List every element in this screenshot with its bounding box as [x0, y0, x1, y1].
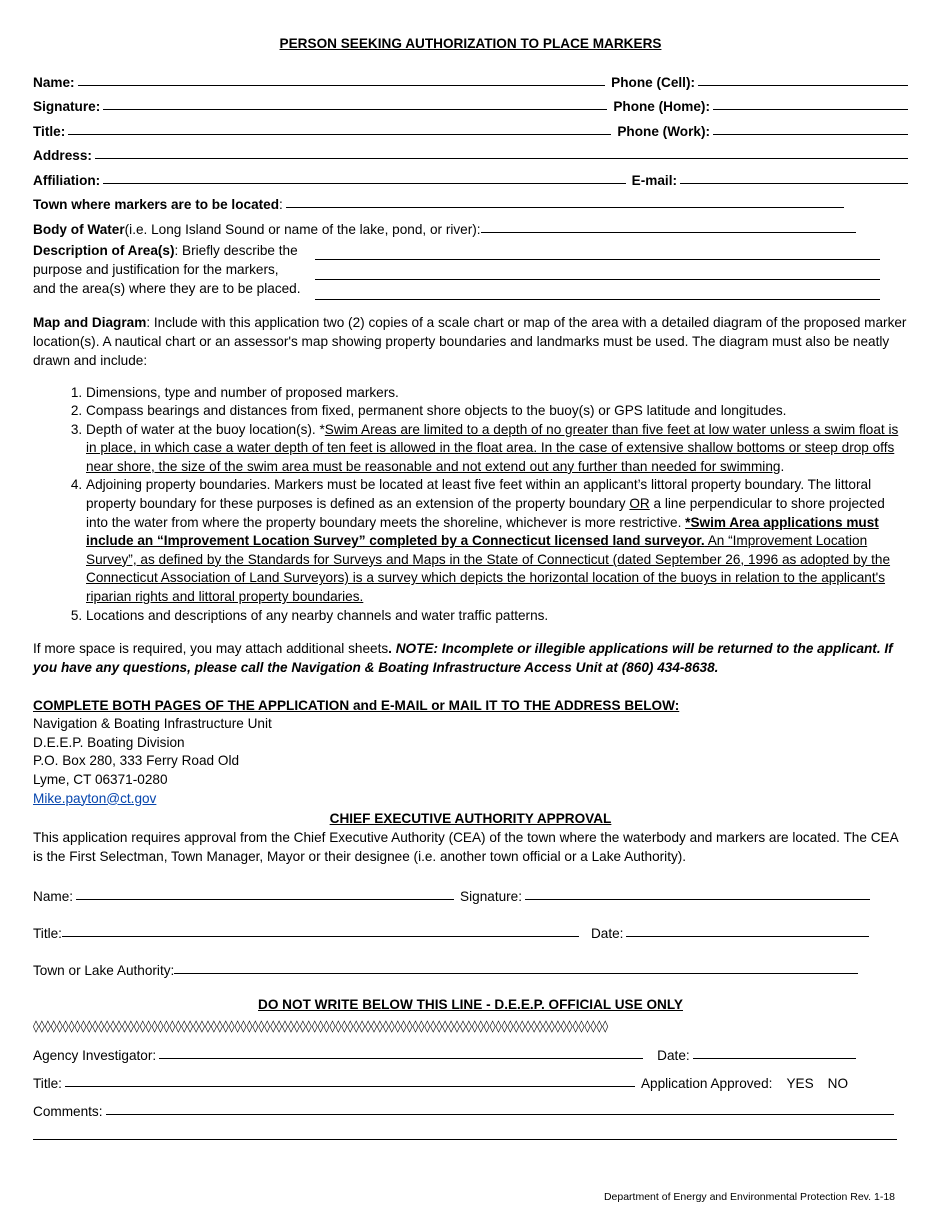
- phone-cell-label: Phone (Cell):: [611, 74, 695, 90]
- list-item-text: Adjoining property boundaries. Markers must be located at least five feet within an applicant’s littoral property boundary. The littoral property boundary for these purposes is defined as an extension of the property boundary: [86, 477, 872, 512]
- list-item: [86, 421, 908, 477]
- phone-cell-input[interactable]: [698, 84, 908, 86]
- cea-town-input[interactable]: [174, 972, 858, 974]
- phone-work-input[interactable]: [713, 133, 908, 135]
- description-lines: [315, 241, 908, 301]
- official-use-heading: DO NOT WRITE BELOW THIS LINE - D.E.E.P. OFFICIAL USE ONLY: [258, 997, 683, 1013]
- official-date-label: Date:: [657, 1048, 690, 1064]
- list-item: [86, 384, 908, 403]
- description-text-2: purpose and justification for the markers,: [33, 261, 279, 277]
- comments-input-2[interactable]: [33, 1139, 897, 1140]
- signature-row: [33, 90, 908, 115]
- description-section: [33, 241, 908, 301]
- name-label: Name:: [33, 74, 75, 90]
- address-row: [33, 139, 908, 164]
- address-line: Navigation & Boating Infrastructure Unit: [33, 716, 272, 732]
- list-item-end: .: [780, 458, 785, 474]
- cea-date-input[interactable]: [626, 935, 869, 937]
- address-input[interactable]: [95, 157, 908, 159]
- phone-home-label: Phone (Home):: [613, 99, 710, 114]
- form-title: PERSON SEEKING AUTHORIZATION TO PLACE MARKERS: [279, 36, 662, 51]
- footer-text: Department of Energy and Environmental Protection Rev. 1-18: [603, 1191, 895, 1203]
- title-label: Title:: [33, 123, 66, 139]
- list-item-text: Dimensions, type and number of proposed markers.: [86, 384, 399, 400]
- investigator-label: Agency Investigator:: [33, 1048, 157, 1064]
- description-input-1[interactable]: [315, 241, 880, 261]
- official-date-input[interactable]: [693, 1057, 856, 1059]
- official-title-row: [33, 1071, 908, 1091]
- cea-name-label: Name:: [33, 889, 74, 905]
- map-label: Map and Diagram: [33, 314, 147, 330]
- investigator-input[interactable]: [159, 1057, 643, 1059]
- cea-heading: CHIEF EXECUTIVE AUTHORITY APPROVAL: [329, 811, 612, 827]
- survey-definition: An “Improvement Location Survey”, as defined by the Standards for Surveys and Maps in the State of Connecticut (dated September 26, 1996 as adopted by the Connecticut Association of Land Surveyors) is a survey which depicts the horizontal location of the buoys in relation to the applicant's riparian rights and littoral property boundaries.: [86, 533, 891, 605]
- list-item-text: a line perpendicular to shore projected into the water from where the property boundary meets the shoreline, whichever is more restrictive.: [86, 496, 885, 530]
- investigator-row: [33, 1043, 908, 1063]
- note-warning: NOTE: Incomplete or illegible applications will be returned to the applicant. If you have any questions, please call the Navigation & Boating Infrastructure Access Unit at (860) 434-8638.: [33, 641, 893, 676]
- cea-town-label: Town or Lake Authority:: [33, 963, 175, 979]
- survey-requirement: *Swim Area applications must include an “Improvement Location Survey” completed by a Connecticut licensed land surveyor.: [86, 514, 879, 549]
- description-label: Description of Area(s): [33, 242, 175, 258]
- official-title-label: Title:: [33, 1076, 62, 1092]
- map-text: : Include with this application two (2) copies of a scale chart or map of the area with a detailed diagram of the proposed marker location(s). A nautical chart or an assessor's map showing property boundaries and landmarks must be used. The diagram must also be neatly drawn and include:: [33, 314, 907, 368]
- town-row: [33, 188, 908, 213]
- list-item: [86, 402, 908, 421]
- divider-diamonds: ◊◊◊◊◊◊◊◊◊◊◊◊◊◊◊◊◊◊◊◊◊◊◊◊◊◊◊◊◊◊◊◊◊◊◊◊◊◊◊◊◊◊◊◊◊◊◊◊◊◊◊◊◊◊◊◊◊◊◊◊◊◊◊◊◊◊◊◊◊◊◊◊◊◊◊◊◊◊◊◊◊◊◊◊◊◊◊◊◊◊◊◊◊◊◊◊◊: [33, 1019, 609, 1034]
- approval-yes[interactable]: YES: [786, 1076, 814, 1092]
- address-label: Address:: [33, 148, 92, 163]
- address-line: D.E.E.P. Boating Division: [33, 734, 185, 750]
- signature-label: Signature:: [33, 99, 101, 114]
- description-input-3[interactable]: [315, 281, 880, 301]
- comments-input-1[interactable]: [106, 1113, 894, 1115]
- description-input-2[interactable]: [315, 261, 880, 281]
- cea-title-row: [33, 921, 908, 941]
- body-of-water-row: [33, 212, 908, 237]
- description-text-3: and the area(s) where they are to be placed.: [33, 280, 301, 296]
- description-text-1: : Briefly describe the: [174, 242, 298, 258]
- cea-title-input[interactable]: [62, 935, 579, 937]
- description-line-1: [33, 241, 311, 260]
- list-item-text: Compass bearings and distances from fixed, permanent shore objects to the buoy(s) or GPS latitude and longitudes.: [86, 403, 787, 419]
- list-item: [86, 607, 908, 626]
- email-input[interactable]: [680, 182, 908, 184]
- mailing-address: [33, 715, 908, 808]
- address-line: P.O. Box 280, 333 Ferry Road Old: [33, 753, 240, 769]
- town-label: Town where markers are to be located: [33, 197, 280, 212]
- name-input[interactable]: [78, 84, 606, 86]
- affiliation-input[interactable]: [103, 182, 625, 184]
- cea-text: This application requires approval from the Chief Executive Authority (CEA) of the town where the waterbody and markers are located. The CEA is the First Selectman, Town Manager, Mayor or their designee (i.e. another town official or a Lake Authority).: [33, 830, 898, 865]
- body-of-water-label: Body of Water: [33, 221, 125, 237]
- cea-signature-label: Signature:: [460, 889, 523, 905]
- address-line: Lyme, CT 06371-0280: [33, 772, 168, 787]
- affiliation-label: Affiliation:: [33, 172, 101, 188]
- phone-work-label: Phone (Work):: [617, 123, 710, 139]
- note-paragraph: [33, 639, 908, 677]
- map-diagram-paragraph: [33, 313, 908, 370]
- name-row: [33, 65, 908, 90]
- email-label: E-mail:: [631, 172, 677, 188]
- town-input[interactable]: [286, 206, 844, 208]
- list-item: [86, 476, 908, 606]
- email-link[interactable]: Mike.payton@ct.gov: [33, 790, 157, 806]
- affiliation-row: [33, 163, 908, 188]
- title-input[interactable]: [68, 133, 611, 135]
- list-item-text: Depth of water at the buoy location(s). *: [86, 421, 325, 437]
- cea-title-label: Title:: [33, 926, 62, 942]
- signature-input[interactable]: [103, 108, 607, 110]
- cea-name-input[interactable]: [76, 898, 454, 900]
- or-emphasis: OR: [629, 496, 650, 512]
- note-dot: .: [388, 641, 396, 657]
- phone-home-input[interactable]: [713, 108, 908, 110]
- note-plain: If more space is required, you may attach additional sheets: [33, 641, 389, 657]
- swim-area-note: Swim Areas are limited to a depth of no greater than five feet at low water unless a swim float is in place, in which case a water depth of ten feet is allowed in the float area. In the case of extensive shallow bottoms or steep drop offs near shore, the size of the swim area must be reasonable and not extend out any further than needed for swimming: [86, 421, 899, 474]
- cea-date-label: Date:: [590, 926, 624, 942]
- approval-no[interactable]: NO: [827, 1076, 849, 1092]
- body-of-water-hint: (i.e. Long Island Sound or name of the lake, pond, or river):: [124, 221, 481, 237]
- cea-name-row: [33, 884, 908, 904]
- official-title-input[interactable]: [65, 1085, 635, 1087]
- list-item-text: Locations and descriptions of any nearby channels and water traffic patterns.: [86, 607, 549, 623]
- cea-town-row: [33, 958, 908, 978]
- requirements-list: [33, 384, 908, 626]
- mail-heading: COMPLETE BOTH PAGES OF THE APPLICATION and E-MAIL or MAIL IT TO THE ADDRESS BELOW:: [33, 698, 680, 714]
- town-colon: :: [279, 197, 283, 212]
- comments-row: [33, 1099, 908, 1119]
- title-row: [33, 114, 908, 139]
- comments-label: Comments:: [33, 1104, 103, 1120]
- approval-label: Application Approved:: [640, 1076, 773, 1092]
- description-labels: [33, 241, 311, 301]
- application-form: [33, 36, 908, 1140]
- cea-signature-input[interactable]: [525, 898, 870, 900]
- body-of-water-input[interactable]: [481, 231, 856, 233]
